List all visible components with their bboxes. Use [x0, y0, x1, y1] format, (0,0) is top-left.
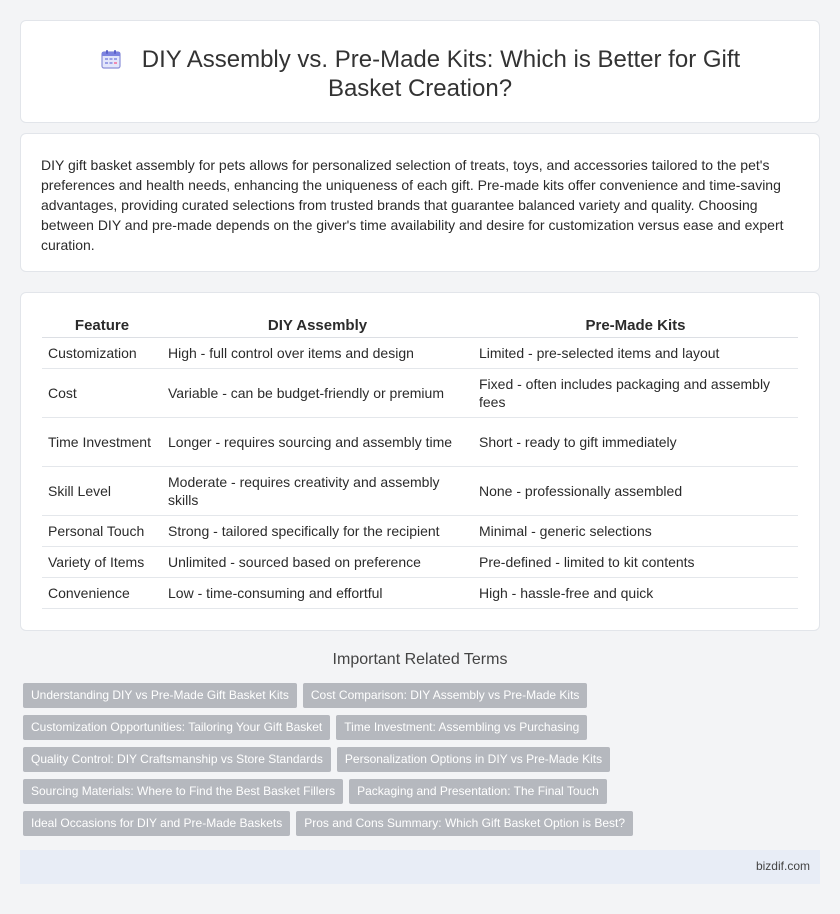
related-term-link[interactable]: Pros and Cons Summary: Which Gift Basket Option is Best?: [296, 811, 633, 836]
table-row: [42, 417, 798, 466]
related-term-link[interactable]: Sourcing Materials: Where to Find the Best Basket Fillers: [23, 779, 343, 804]
related-terms-title: Important Related Terms: [332, 651, 508, 668]
intro-paragraph: DIY gift basket assembly for pets allows for personalized selection of treats, toys, and accessories tailored to the pet's preferences and health needs, enhancing the uniqueness of each gift. Pre-made kits offer convenience and time-saving advantages, providing curated selections from trusted brands that guarantee balanced variety and quality. Choosing between DIY and pre-made depends on the giver's time availability and desire for customization versus ease and expert curation.: [41, 157, 784, 253]
row-premade: None - professionally assembled: [473, 466, 798, 515]
table-header-row: [42, 315, 798, 337]
row-diy: Low - time-consuming and effortful: [162, 577, 473, 608]
page-title: [61, 45, 779, 103]
row-feature: Skill Level: [42, 466, 162, 515]
related-term-link[interactable]: Time Investment: Assembling vs Purchasing: [336, 715, 587, 740]
row-premade: Short - ready to gift immediately: [473, 417, 798, 466]
comparison-card: [20, 292, 820, 631]
related-terms-list: [23, 683, 813, 843]
row-diy: Moderate - requires creativity and assembly skills: [162, 466, 473, 515]
row-diy: Longer - requires sourcing and assembly time: [162, 417, 473, 466]
table-row: [42, 577, 798, 608]
row-feature: Convenience: [42, 577, 162, 608]
row-feature: Variety of Items: [42, 546, 162, 577]
table-row: [42, 515, 798, 546]
row-premade: Fixed - often includes packaging and assembly fees: [473, 368, 798, 417]
row-premade: High - hassle-free and quick: [473, 577, 798, 608]
row-premade: Minimal - generic selections: [473, 515, 798, 546]
row-feature: Cost: [42, 368, 162, 417]
footer-site-link[interactable]: bizdif.com: [755, 859, 810, 873]
row-feature: Time Investment: [42, 417, 162, 466]
footer-bar: [20, 850, 820, 884]
related-term-link[interactable]: Ideal Occasions for DIY and Pre-Made Baskets: [23, 811, 290, 836]
row-premade: Pre-defined - limited to kit contents: [473, 546, 798, 577]
row-diy: Unlimited - sourced based on preference: [162, 546, 473, 577]
row-diy: Variable - can be budget-friendly or premium: [162, 368, 473, 417]
table-row: [42, 368, 798, 417]
row-diy: High - full control over items and design: [162, 337, 473, 368]
column-header-premade: Pre-Made Kits: [473, 315, 798, 337]
related-term-link[interactable]: Quality Control: DIY Craftsmanship vs Store Standards: [23, 747, 331, 772]
row-feature: Personal Touch: [42, 515, 162, 546]
related-term-link[interactable]: Customization Opportunities: Tailoring Your Gift Basket: [23, 715, 330, 740]
related-term-link[interactable]: Personalization Options in DIY vs Pre-Made Kits: [337, 747, 610, 772]
row-feature: Customization: [42, 337, 162, 368]
calendar-icon: [100, 48, 122, 70]
table-row: [42, 546, 798, 577]
page-title-text: DIY Assembly vs. Pre-Made Kits: Which is Better for Gift Basket Creation?: [141, 46, 741, 102]
row-premade: Limited - pre-selected items and layout: [473, 337, 798, 368]
column-header-feature: Feature: [42, 315, 162, 337]
header-card: [20, 20, 820, 123]
related-term-link[interactable]: Cost Comparison: DIY Assembly vs Pre-Made Kits: [303, 683, 588, 708]
related-term-link[interactable]: Packaging and Presentation: The Final Touch: [349, 779, 607, 804]
intro-card: [20, 133, 820, 272]
related-term-link[interactable]: Understanding DIY vs Pre-Made Gift Basket Kits: [23, 683, 297, 708]
table-row: [42, 466, 798, 515]
row-diy: Strong - tailored specifically for the recipient: [162, 515, 473, 546]
table-row: [42, 337, 798, 368]
column-header-diy: DIY Assembly: [162, 315, 473, 337]
comparison-table: [42, 315, 798, 609]
